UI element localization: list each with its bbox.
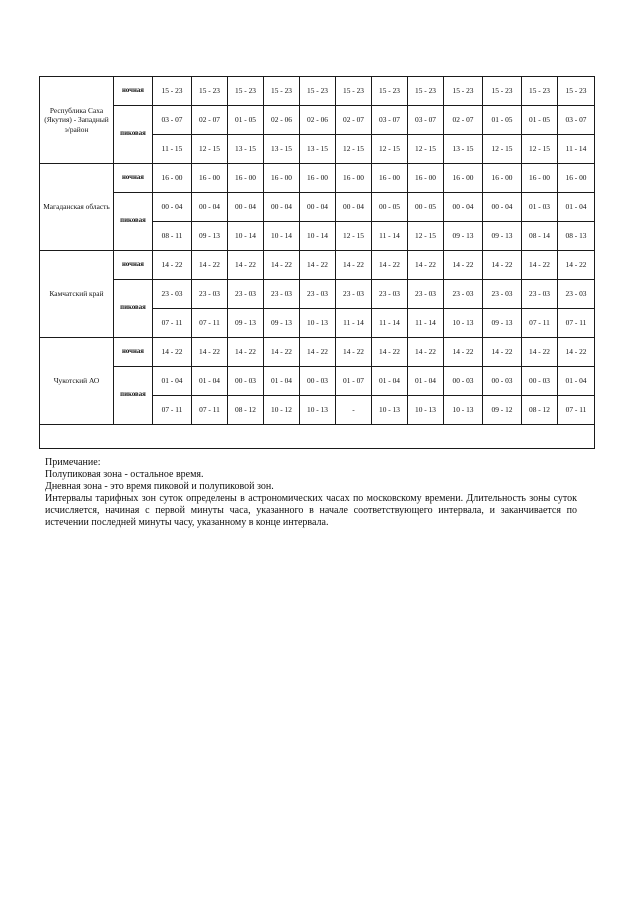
interval-cell: 02 - 06 — [264, 106, 300, 135]
interval-cell: 16 - 00 — [372, 164, 408, 193]
interval-cell: 15 - 23 — [336, 77, 372, 106]
note-half-peak: Полупиковая зона - остальное время. — [45, 469, 204, 480]
interval-cell: 12 - 15 — [483, 135, 522, 164]
interval-cell: 14 - 22 — [336, 251, 372, 280]
interval-cell: 23 - 03 — [372, 280, 408, 309]
interval-cell: 14 - 22 — [228, 251, 264, 280]
interval-cell: 23 - 03 — [444, 280, 483, 309]
interval-cell: 07 - 11 — [153, 396, 192, 425]
interval-cell: 00 - 04 — [336, 193, 372, 222]
interval-cell: 23 - 03 — [300, 280, 336, 309]
interval-cell: 23 - 03 — [264, 280, 300, 309]
interval-cell: 14 - 22 — [300, 251, 336, 280]
empty-footer-cell — [40, 425, 595, 449]
notes-heading: Примечание: — [45, 457, 101, 468]
interval-cell: 01 - 04 — [558, 367, 595, 396]
interval-cell: 23 - 03 — [192, 280, 228, 309]
interval-cell: 09 - 13 — [444, 222, 483, 251]
zone-label-peak: пиковая — [114, 106, 153, 164]
interval-cell: 16 - 00 — [336, 164, 372, 193]
interval-cell: - — [336, 396, 372, 425]
zone-label-night: ночная — [114, 338, 153, 367]
interval-cell: 00 - 05 — [408, 193, 444, 222]
interval-cell: 11 - 14 — [372, 309, 408, 338]
interval-cell: 11 - 14 — [372, 222, 408, 251]
interval-cell: 02 - 06 — [300, 106, 336, 135]
interval-cell: 10 - 13 — [408, 396, 444, 425]
interval-cell: 14 - 22 — [558, 338, 595, 367]
interval-cell: 23 - 03 — [408, 280, 444, 309]
interval-cell: 13 - 15 — [300, 135, 336, 164]
interval-cell: 01 - 05 — [522, 106, 558, 135]
table-row — [40, 280, 595, 309]
interval-cell: 23 - 03 — [228, 280, 264, 309]
interval-cell: 16 - 00 — [444, 164, 483, 193]
interval-cell: 12 - 15 — [372, 135, 408, 164]
interval-cell: 02 - 07 — [336, 106, 372, 135]
interval-cell: 10 - 13 — [444, 309, 483, 338]
interval-cell: 14 - 22 — [444, 338, 483, 367]
interval-cell: 14 - 22 — [153, 251, 192, 280]
interval-cell: 14 - 22 — [192, 338, 228, 367]
notes-block — [45, 457, 577, 529]
interval-cell: 13 - 15 — [264, 135, 300, 164]
table-row — [40, 193, 595, 222]
region-name: Республика Саха (Якутия) - Западный э/район — [40, 77, 114, 164]
interval-cell: 00 - 05 — [372, 193, 408, 222]
interval-cell: 00 - 03 — [300, 367, 336, 396]
interval-cell: 01 - 04 — [408, 367, 444, 396]
interval-cell: 14 - 22 — [228, 338, 264, 367]
interval-cell: 09 - 13 — [483, 309, 522, 338]
interval-cell: 15 - 23 — [408, 77, 444, 106]
interval-cell: 00 - 03 — [444, 367, 483, 396]
interval-cell: 14 - 22 — [558, 251, 595, 280]
note-intervals: Интервалы тарифных зон суток определены в астрономических часах по московскому времени. Длительность зоны суток исчисляется, начиная с первой минуты часа, указанного в начале соответствующего интервала, и заканчивается по истечении последней минуты часу, указанному в конце интервала. — [45, 493, 577, 528]
interval-cell: 02 - 07 — [192, 106, 228, 135]
interval-cell: 10 - 13 — [300, 396, 336, 425]
interval-cell: 07 - 11 — [192, 309, 228, 338]
interval-cell: 14 - 22 — [522, 338, 558, 367]
interval-cell: 16 - 00 — [228, 164, 264, 193]
zone-label-peak: пиковая — [114, 193, 153, 251]
interval-cell: 11 - 14 — [408, 309, 444, 338]
interval-cell: 00 - 04 — [228, 193, 264, 222]
table-row — [40, 338, 595, 367]
table-body — [40, 77, 595, 449]
zone-label-night: ночная — [114, 251, 153, 280]
table-row — [40, 106, 595, 135]
interval-cell: 12 - 15 — [336, 135, 372, 164]
zone-label-peak: пиковая — [114, 367, 153, 425]
interval-cell: 10 - 13 — [372, 396, 408, 425]
interval-cell: 12 - 15 — [408, 222, 444, 251]
interval-cell: 01 - 04 — [192, 367, 228, 396]
interval-cell: 00 - 03 — [228, 367, 264, 396]
interval-cell: 07 - 11 — [558, 396, 595, 425]
region-name: Камчатский край — [40, 251, 114, 338]
interval-cell: 01 - 03 — [522, 193, 558, 222]
zone-label-night: ночная — [114, 164, 153, 193]
table-row — [40, 251, 595, 280]
interval-cell: 13 - 15 — [444, 135, 483, 164]
interval-cell: 09 - 13 — [264, 309, 300, 338]
interval-cell: 16 - 00 — [300, 164, 336, 193]
interval-cell: 23 - 03 — [336, 280, 372, 309]
interval-cell: 03 - 07 — [408, 106, 444, 135]
interval-cell: 07 - 11 — [522, 309, 558, 338]
interval-cell: 12 - 15 — [192, 135, 228, 164]
interval-cell: 15 - 23 — [372, 77, 408, 106]
interval-cell: 11 - 15 — [153, 135, 192, 164]
interval-cell: 00 - 04 — [264, 193, 300, 222]
table-row — [40, 77, 595, 106]
interval-cell: 15 - 23 — [300, 77, 336, 106]
interval-cell: 15 - 23 — [522, 77, 558, 106]
interval-cell: 16 - 00 — [192, 164, 228, 193]
interval-cell: 15 - 23 — [228, 77, 264, 106]
table-footer-row — [40, 425, 595, 449]
region-name: Чукотский АО — [40, 338, 114, 425]
interval-cell: 01 - 04 — [153, 367, 192, 396]
interval-cell: 11 - 14 — [336, 309, 372, 338]
table-row — [40, 367, 595, 396]
interval-cell: 09 - 12 — [483, 396, 522, 425]
interval-cell: 14 - 22 — [483, 338, 522, 367]
interval-cell: 08 - 13 — [558, 222, 595, 251]
interval-cell: 01 - 07 — [336, 367, 372, 396]
interval-cell: 14 - 22 — [192, 251, 228, 280]
interval-cell: 09 - 13 — [228, 309, 264, 338]
interval-cell: 00 - 04 — [300, 193, 336, 222]
interval-cell: 15 - 23 — [444, 77, 483, 106]
interval-cell: 23 - 03 — [558, 280, 595, 309]
tariff-zones-table — [39, 76, 595, 449]
interval-cell: 16 - 00 — [522, 164, 558, 193]
interval-cell: 08 - 12 — [228, 396, 264, 425]
zone-label-night: ночная — [114, 77, 153, 106]
interval-cell: 16 - 00 — [483, 164, 522, 193]
interval-cell: 10 - 13 — [444, 396, 483, 425]
interval-cell: 14 - 22 — [264, 338, 300, 367]
interval-cell: 14 - 22 — [444, 251, 483, 280]
interval-cell: 00 - 04 — [153, 193, 192, 222]
interval-cell: 15 - 23 — [153, 77, 192, 106]
interval-cell: 00 - 03 — [483, 367, 522, 396]
interval-cell: 02 - 07 — [444, 106, 483, 135]
interval-cell: 14 - 22 — [300, 338, 336, 367]
interval-cell: 23 - 03 — [153, 280, 192, 309]
interval-cell: 23 - 03 — [483, 280, 522, 309]
interval-cell: 10 - 13 — [300, 309, 336, 338]
interval-cell: 01 - 04 — [558, 193, 595, 222]
interval-cell: 12 - 15 — [522, 135, 558, 164]
interval-cell: 01 - 05 — [483, 106, 522, 135]
interval-cell: 03 - 07 — [372, 106, 408, 135]
interval-cell: 03 - 07 — [558, 106, 595, 135]
interval-cell: 15 - 23 — [192, 77, 228, 106]
interval-cell: 07 - 11 — [558, 309, 595, 338]
interval-cell: 14 - 22 — [372, 338, 408, 367]
interval-cell: 14 - 22 — [522, 251, 558, 280]
interval-cell: 23 - 03 — [522, 280, 558, 309]
interval-cell: 12 - 15 — [408, 135, 444, 164]
interval-cell: 16 - 00 — [264, 164, 300, 193]
interval-cell: 15 - 23 — [264, 77, 300, 106]
interval-cell: 14 - 22 — [408, 338, 444, 367]
interval-cell: 12 - 15 — [336, 222, 372, 251]
interval-cell: 01 - 05 — [228, 106, 264, 135]
note-day-zone: Дневная зона - это время пиковой и полупиковой зон. — [45, 481, 274, 492]
interval-cell: 14 - 22 — [336, 338, 372, 367]
interval-cell: 07 - 11 — [192, 396, 228, 425]
interval-cell: 01 - 04 — [372, 367, 408, 396]
interval-cell: 08 - 12 — [522, 396, 558, 425]
interval-cell: 15 - 23 — [483, 77, 522, 106]
interval-cell: 09 - 13 — [483, 222, 522, 251]
interval-cell: 14 - 22 — [483, 251, 522, 280]
interval-cell: 08 - 11 — [153, 222, 192, 251]
interval-cell: 00 - 04 — [483, 193, 522, 222]
zone-label-peak: пиковая — [114, 280, 153, 338]
interval-cell: 10 - 12 — [264, 396, 300, 425]
interval-cell: 11 - 14 — [558, 135, 595, 164]
interval-cell: 10 - 14 — [300, 222, 336, 251]
interval-cell: 07 - 11 — [153, 309, 192, 338]
interval-cell: 16 - 00 — [408, 164, 444, 193]
region-name: Магаданская область — [40, 164, 114, 251]
interval-cell: 16 - 00 — [558, 164, 595, 193]
interval-cell: 01 - 04 — [264, 367, 300, 396]
table-row — [40, 164, 595, 193]
interval-cell: 10 - 14 — [228, 222, 264, 251]
interval-cell: 09 - 13 — [192, 222, 228, 251]
interval-cell: 00 - 04 — [444, 193, 483, 222]
interval-cell: 14 - 22 — [153, 338, 192, 367]
interval-cell: 08 - 14 — [522, 222, 558, 251]
interval-cell: 00 - 03 — [522, 367, 558, 396]
interval-cell: 16 - 00 — [153, 164, 192, 193]
interval-cell: 14 - 22 — [408, 251, 444, 280]
interval-cell: 10 - 14 — [264, 222, 300, 251]
interval-cell: 15 - 23 — [558, 77, 595, 106]
interval-cell: 14 - 22 — [264, 251, 300, 280]
interval-cell: 03 - 07 — [153, 106, 192, 135]
interval-cell: 14 - 22 — [372, 251, 408, 280]
interval-cell: 00 - 04 — [192, 193, 228, 222]
interval-cell: 13 - 15 — [228, 135, 264, 164]
